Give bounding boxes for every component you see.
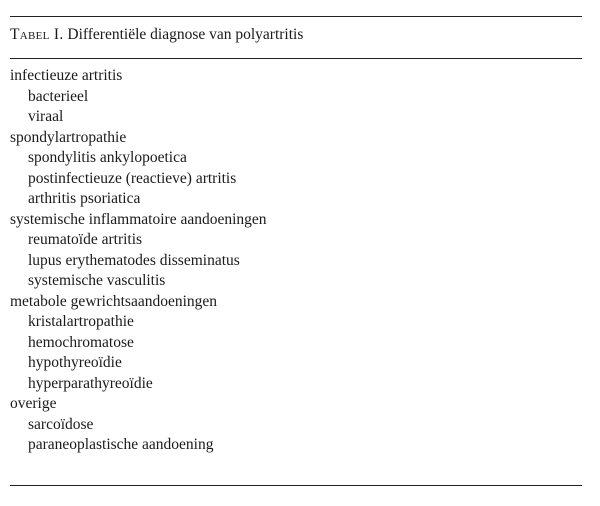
table-number: Tabel I. bbox=[10, 26, 64, 43]
table-bottom-rule bbox=[10, 485, 582, 486]
diagnosis-item: kristalartropathie bbox=[28, 313, 134, 330]
diagnosis-item: postinfectieuze (reactieve) artritis bbox=[28, 169, 237, 187]
table-title: Differentiële diagnose van polyartritis bbox=[67, 26, 304, 43]
diagnosis-item: arthritis psoriatica bbox=[28, 190, 141, 207]
category-heading: overige bbox=[10, 395, 57, 412]
table-header-rule bbox=[10, 58, 582, 59]
diagnosis-item: sarcoïdose bbox=[28, 415, 94, 433]
diagnosis-item: systemische vasculitis bbox=[28, 272, 166, 289]
diagnosis-list bbox=[10, 66, 267, 456]
category-heading: infectieuze artritis bbox=[10, 67, 123, 84]
category-heading: systemische inflammatoire aandoeningen bbox=[10, 210, 267, 228]
diagnosis-item: hemochromatose bbox=[28, 333, 134, 351]
diagnosis-item: lupus erythematodes disseminatus bbox=[28, 251, 240, 269]
table-top-rule bbox=[10, 16, 582, 17]
category-heading: metabole gewrichtsaandoeningen bbox=[10, 292, 218, 310]
diagnosis-item: paraneoplastische aandoening bbox=[28, 436, 214, 453]
category-heading: spondylartropathie bbox=[10, 128, 127, 146]
diagnosis-item: reumatoïde artritis bbox=[28, 231, 143, 248]
diagnosis-item: spondylitis ankylopoetica bbox=[28, 149, 187, 166]
diagnosis-item: viraal bbox=[28, 108, 64, 125]
diagnosis-item: bacterieel bbox=[28, 87, 89, 105]
diagnosis-item: hyperparathyreoïdie bbox=[28, 374, 153, 392]
table-caption bbox=[10, 25, 303, 45]
diagnosis-item: hypothyreoïdie bbox=[28, 354, 122, 371]
